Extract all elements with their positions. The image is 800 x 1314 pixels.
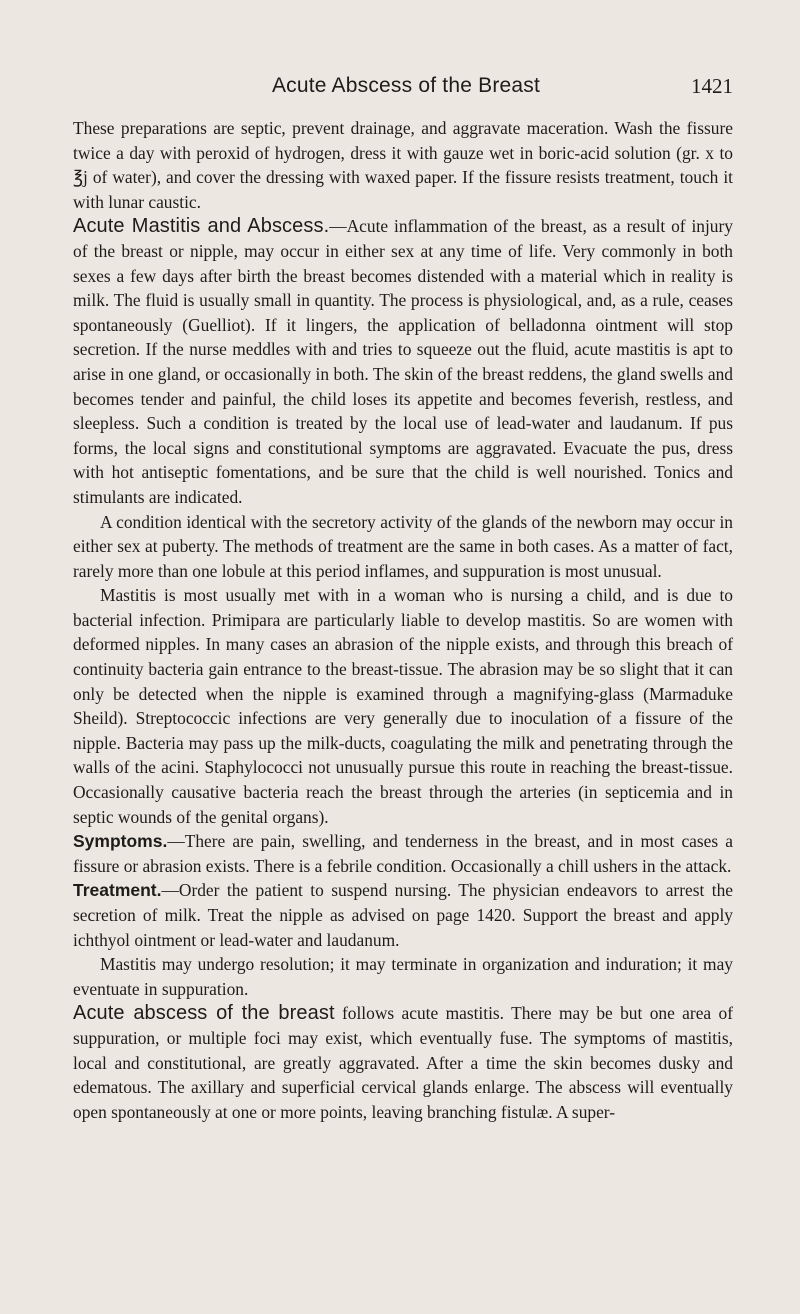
paragraph-text: follows acute mastitis. There may be but one area of suppuration, or multiple foci may exist, which eventually fuse. The symptoms of mastitis, local and constitutional, are greatly aggravated. After a time the skin becomes dusky and edematous. The axillary and superficial cervical glands enlarge. The abscess will eventually open spontaneously at one or more points, leaving branching fistulæ. A super- bbox=[73, 1003, 733, 1122]
running-head bbox=[73, 74, 733, 100]
paragraph-text: These preparations are septic, prevent drainage, and aggravate maceration. Wash the fissure twice a day with peroxid of hydrogen, dress it with gauze wet in boric-acid solution (gr. x to ℥j of water), and cover the dressing with waxed paper. If the fissure resists treatment, touch it with lunar caustic. bbox=[73, 118, 733, 212]
section-heading: Acute Mastitis and Abscess. bbox=[73, 215, 330, 238]
paragraph bbox=[73, 583, 733, 829]
paragraph bbox=[73, 878, 733, 952]
section-heading: Acute abscess of the breast bbox=[73, 1002, 335, 1025]
paragraph bbox=[73, 952, 733, 1001]
paragraph-text: Mastitis is most usually met with in a woman who is nursing a child, and is due to bacterial infection. Primipara are particularly liable to develop mastitis. So are women with deformed nipples. In many cases an abrasion of the nipple exists, and through this breach of continuity bacteria gain entrance to the breast-tissue. The abrasion may be so slight that it can only be detected when the nipple is examined through a magnifying-glass (Marmaduke Sheild). Streptococcic infections are very generally due to inoculation of a fissure of the nipple. Bacteria may pass up the milk-ducts, coagulating the milk and penetrating through the walls of the acini. Staphylococci not unusually pursue this route in reaching the breast-tissue. Occasionally causative bacteria reach the breast through the arteries (in septicemia and in septic wounds of the genital organs). bbox=[73, 585, 733, 827]
running-head-title: Acute Abscess of the Breast bbox=[271, 74, 541, 97]
paragraph-text: —Order the patient to suspend nursing. The physician endeavors to arrest the secretion of milk. Treat the nipple as advised on page 1420. Support the breast and apply ichthyol ointment or lead-water and laudanum. bbox=[73, 880, 733, 950]
page-number: 1421 bbox=[691, 74, 733, 98]
paragraph-text: —There are pain, swelling, and tenderness in the breast, and in most cases a fissure or abrasion exists. There is a febrile condition. Occasionally a chill ushers in the attack. bbox=[73, 831, 733, 876]
run-in-heading: Symptoms. bbox=[73, 831, 168, 852]
body-text bbox=[73, 116, 733, 1124]
paragraph-text: Mastitis may undergo resolution; it may terminate in organization and induration; it may eventuate in suppuration. bbox=[73, 954, 733, 999]
paragraph-text: A condition identical with the secretory activity of the glands of the newborn may occur in either sex at puberty. The methods of treatment are the same in both cases. As a matter of fact, rarely more than one lobule at this period inflames, and suppuration is most unusual. bbox=[73, 511, 733, 581]
paragraph bbox=[73, 214, 733, 509]
run-in-heading: Treatment. bbox=[73, 880, 162, 901]
paragraph bbox=[73, 116, 733, 214]
paragraph bbox=[73, 829, 733, 878]
paragraph-text: —Acute inflammation of the breast, as a result of injury of the breast or nipple, may occur in either sex at any time of life. Very commonly in both sexes a few days after birth the breast becomes distended with a material which in reality is milk. The fluid is usually small in quantity. The process is physiological, and, as a rule, ceases spontaneously (Guelliot). If it lingers, the application of belladonna ointment will stop secretion. If the nurse meddles with and tries to squeeze out the fluid, acute mastitis is apt to arise in one gland, or occasionally in both. The skin of the breast reddens, the gland swells and becomes tender and painful, the child loses its appetite and becomes feverish, restless, and sleepless. Such a condition is treated by the local use of lead-water and laudanum. If pus forms, the local signs and constitutional symptoms are aggravated. Evacuate the pus, dress with hot antiseptic fomentations, and be sure that the child is well nourished. Tonics and stimulants are indicated. bbox=[73, 216, 733, 507]
paragraph bbox=[73, 1001, 733, 1124]
paragraph bbox=[73, 510, 733, 584]
